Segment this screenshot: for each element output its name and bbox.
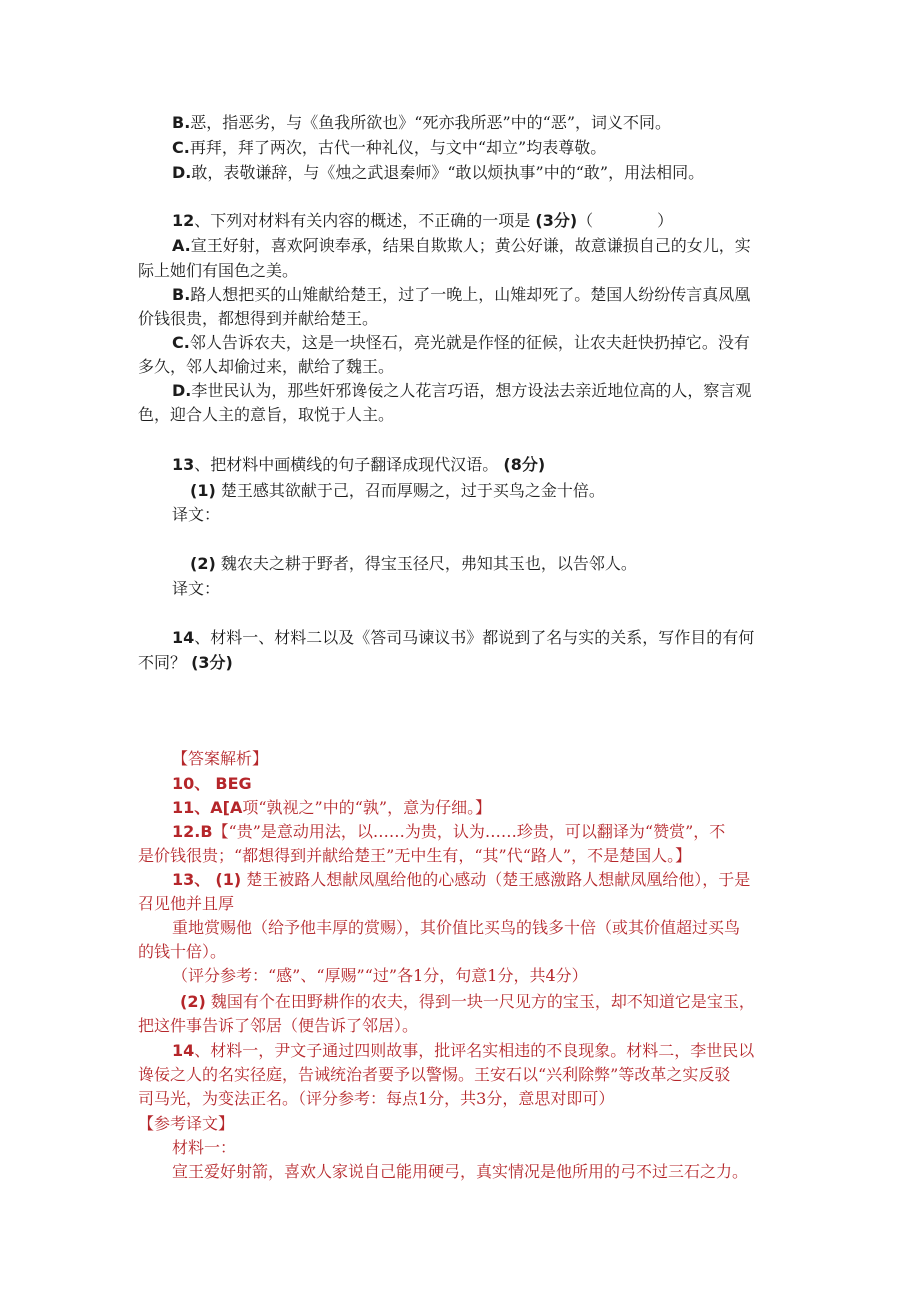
- q12-option-a: [172, 236, 751, 256]
- option-text: 邻人告诉农夫，这是一块怪石，亮光就是作怪的征候，让农夫赶快扔掉它。没有: [189, 333, 750, 352]
- q12-option-d: [172, 381, 751, 401]
- answer-13-1: [172, 870, 750, 890]
- answer-13-scoring: （评分参考：“感”、“厚赐”“过”各1分，句意1分，共4分）: [172, 966, 588, 985]
- q13-sentence-2: [190, 554, 637, 574]
- option-text: 再拜，拜了两次，古代一种礼仪，与文中“却立”均表尊敬。: [189, 138, 607, 157]
- option-label: C.: [172, 333, 190, 352]
- option-text: 际上她们有国色之美。: [138, 261, 299, 280]
- sentence-label: (2): [190, 554, 216, 573]
- question-text: 、把材料中画横线的句子翻译成现代汉语。: [194, 455, 499, 474]
- sentence-label: (1): [190, 481, 216, 500]
- q12-option-c: [172, 333, 750, 353]
- answer-14-cont2: 司马光，为变法正名。（评分参考：每点1分，共3分，意思对即可）: [138, 1089, 615, 1108]
- q12-option-b: [172, 285, 750, 305]
- answer-14: [172, 1041, 754, 1061]
- answer-text: 项“孰视之”中的“孰”，意为仔细。】: [242, 798, 492, 817]
- q11-option-d: [172, 163, 704, 183]
- answer-header: 【答案解析】: [172, 749, 269, 768]
- q14-stem-cont: [138, 653, 233, 673]
- question-number: 13: [172, 455, 195, 474]
- question-text: 、材料一、材料二以及《答司马谏议书》都说到了名与实的关系，写作目的有何: [194, 628, 755, 647]
- option-label: D.: [172, 381, 192, 400]
- answer-number: 12.B: [172, 822, 213, 841]
- answer-12-cont: 是价钱很贵；“都想得到并献给楚王”无中生有，“其”代“路人”，不是楚国人。】: [138, 846, 692, 865]
- q13-stem: [172, 455, 545, 475]
- question-score: (8分): [503, 455, 546, 474]
- option-label: D.: [172, 163, 192, 182]
- q13-sentence-1: [190, 481, 605, 501]
- q14-stem: [172, 628, 754, 648]
- answer-text: 【“贵”是意动用法，以……为贵，认为……珍贵，可以翻译为“赞赏”，不: [212, 822, 726, 841]
- reference-translation-line: 宣王爱好射箭，喜欢人家说自己能用硬弓，真实情况是他所用的弓不过三石之力。: [172, 1162, 749, 1181]
- answer-text: BEG: [215, 774, 252, 793]
- question-number: 14: [172, 628, 195, 647]
- answer-number: 14: [172, 1041, 195, 1060]
- option-text: 恶，指恶劣，与《鱼我所欲也》“死亦我所恶”中的“恶”，词义不同。: [190, 113, 672, 132]
- answer-10: [172, 774, 252, 794]
- answer-13-2: [180, 992, 755, 1012]
- option-text: 敢，表敬谦辞，与《烛之武退秦师》“敢以烦执事”中的“敢”，用法相同。: [191, 163, 705, 182]
- sentence-text: 楚王感其欲献于己，召而厚赐之，过于买鸟之金十倍。: [220, 481, 605, 500]
- option-text: 路人想把买的山雉献给楚王，过了一晚上，山雉却死了。楚国人纷纷传言真凤凰: [190, 285, 751, 304]
- answer-text: 、材料一，尹文子通过四则故事，批评名实相违的不良现象。材料二，李世民以: [194, 1041, 755, 1060]
- reference-material-label: 材料一：: [172, 1138, 237, 1157]
- question-text: 、下列对材料有关内容的概述，不正确的一项是: [194, 211, 531, 230]
- option-text: 李世民认为，那些奸邪谗佞之人花言巧语，想方设法去亲近地位高的人，察言观: [191, 381, 752, 400]
- question-number: 12: [172, 211, 195, 230]
- q13-answer-1-label: 译文：: [172, 505, 221, 524]
- question-text: 不同？: [138, 653, 187, 672]
- answer-11: [172, 798, 491, 818]
- option-text: 价钱很贵，都想得到并献给楚王。: [138, 309, 379, 328]
- q12-option-d-cont: [138, 405, 394, 425]
- sentence-text: 魏农夫之耕于野者，得宝玉径尺，弗知其玉也，以告邻人。: [220, 554, 637, 573]
- question-score: (3分): [535, 211, 578, 230]
- option-text: 色，迎合人主的意旨，取悦于人主。: [138, 405, 395, 424]
- reference-translation-header: 【参考译文】: [138, 1114, 235, 1133]
- question-score: (3分): [191, 653, 233, 672]
- option-text: 宣王好射，喜欢阿谀奉承，结果自欺欺人；黄公好谦，故意谦损自己的女儿，实: [190, 236, 751, 255]
- answer-number: 11、A[A: [172, 798, 243, 817]
- q11-option-c: [172, 138, 606, 158]
- option-label: B.: [172, 113, 191, 132]
- answer-13-1-cont3: 的钱十倍）。: [138, 942, 227, 961]
- sentence-label: (1): [215, 870, 242, 889]
- answer-12: [172, 822, 725, 842]
- answer-13-1-cont2: 重地赏赐他（给予他丰厚的赏赐），其价值比买鸟的钱多十倍（或其价值超过买鸟: [172, 918, 741, 937]
- answer-blank: （ ）: [577, 211, 674, 230]
- q12-option-a-cont: [138, 261, 298, 281]
- sentence-label: (2): [180, 992, 206, 1011]
- option-label: A.: [172, 236, 191, 255]
- q12-stem: [172, 211, 673, 231]
- q12-option-c-cont: [138, 357, 394, 377]
- option-label: B.: [172, 285, 191, 304]
- answer-13-1-cont: 召见他并且厚: [138, 894, 235, 913]
- answer-number: 10、: [172, 774, 211, 793]
- option-label: C.: [172, 138, 190, 157]
- answer-text: 魏国有个在田野耕作的农夫，得到一块一尺见方的宝玉，却不知道它是宝玉，: [210, 992, 755, 1011]
- answer-text: 楚王被路人想献凤凰给他的心感动（楚王感激路人想献凤凰给他），于是: [246, 870, 751, 889]
- q13-answer-2-label: 译文：: [172, 579, 221, 598]
- answer-13-2-cont: 把这件事告诉了邻居（便告诉了邻居）。: [138, 1016, 419, 1035]
- answer-number: 13、: [172, 870, 211, 889]
- answer-14-cont: 谗佞之人的名实径庭，告诫统治者要予以警惕。王安石以“兴利除弊”等改革之实反驳: [138, 1065, 731, 1084]
- q11-option-b: [172, 113, 671, 133]
- option-text: 多久，邻人却偷过来，献给了魏王。: [138, 357, 395, 376]
- q12-option-b-cont: [138, 309, 378, 329]
